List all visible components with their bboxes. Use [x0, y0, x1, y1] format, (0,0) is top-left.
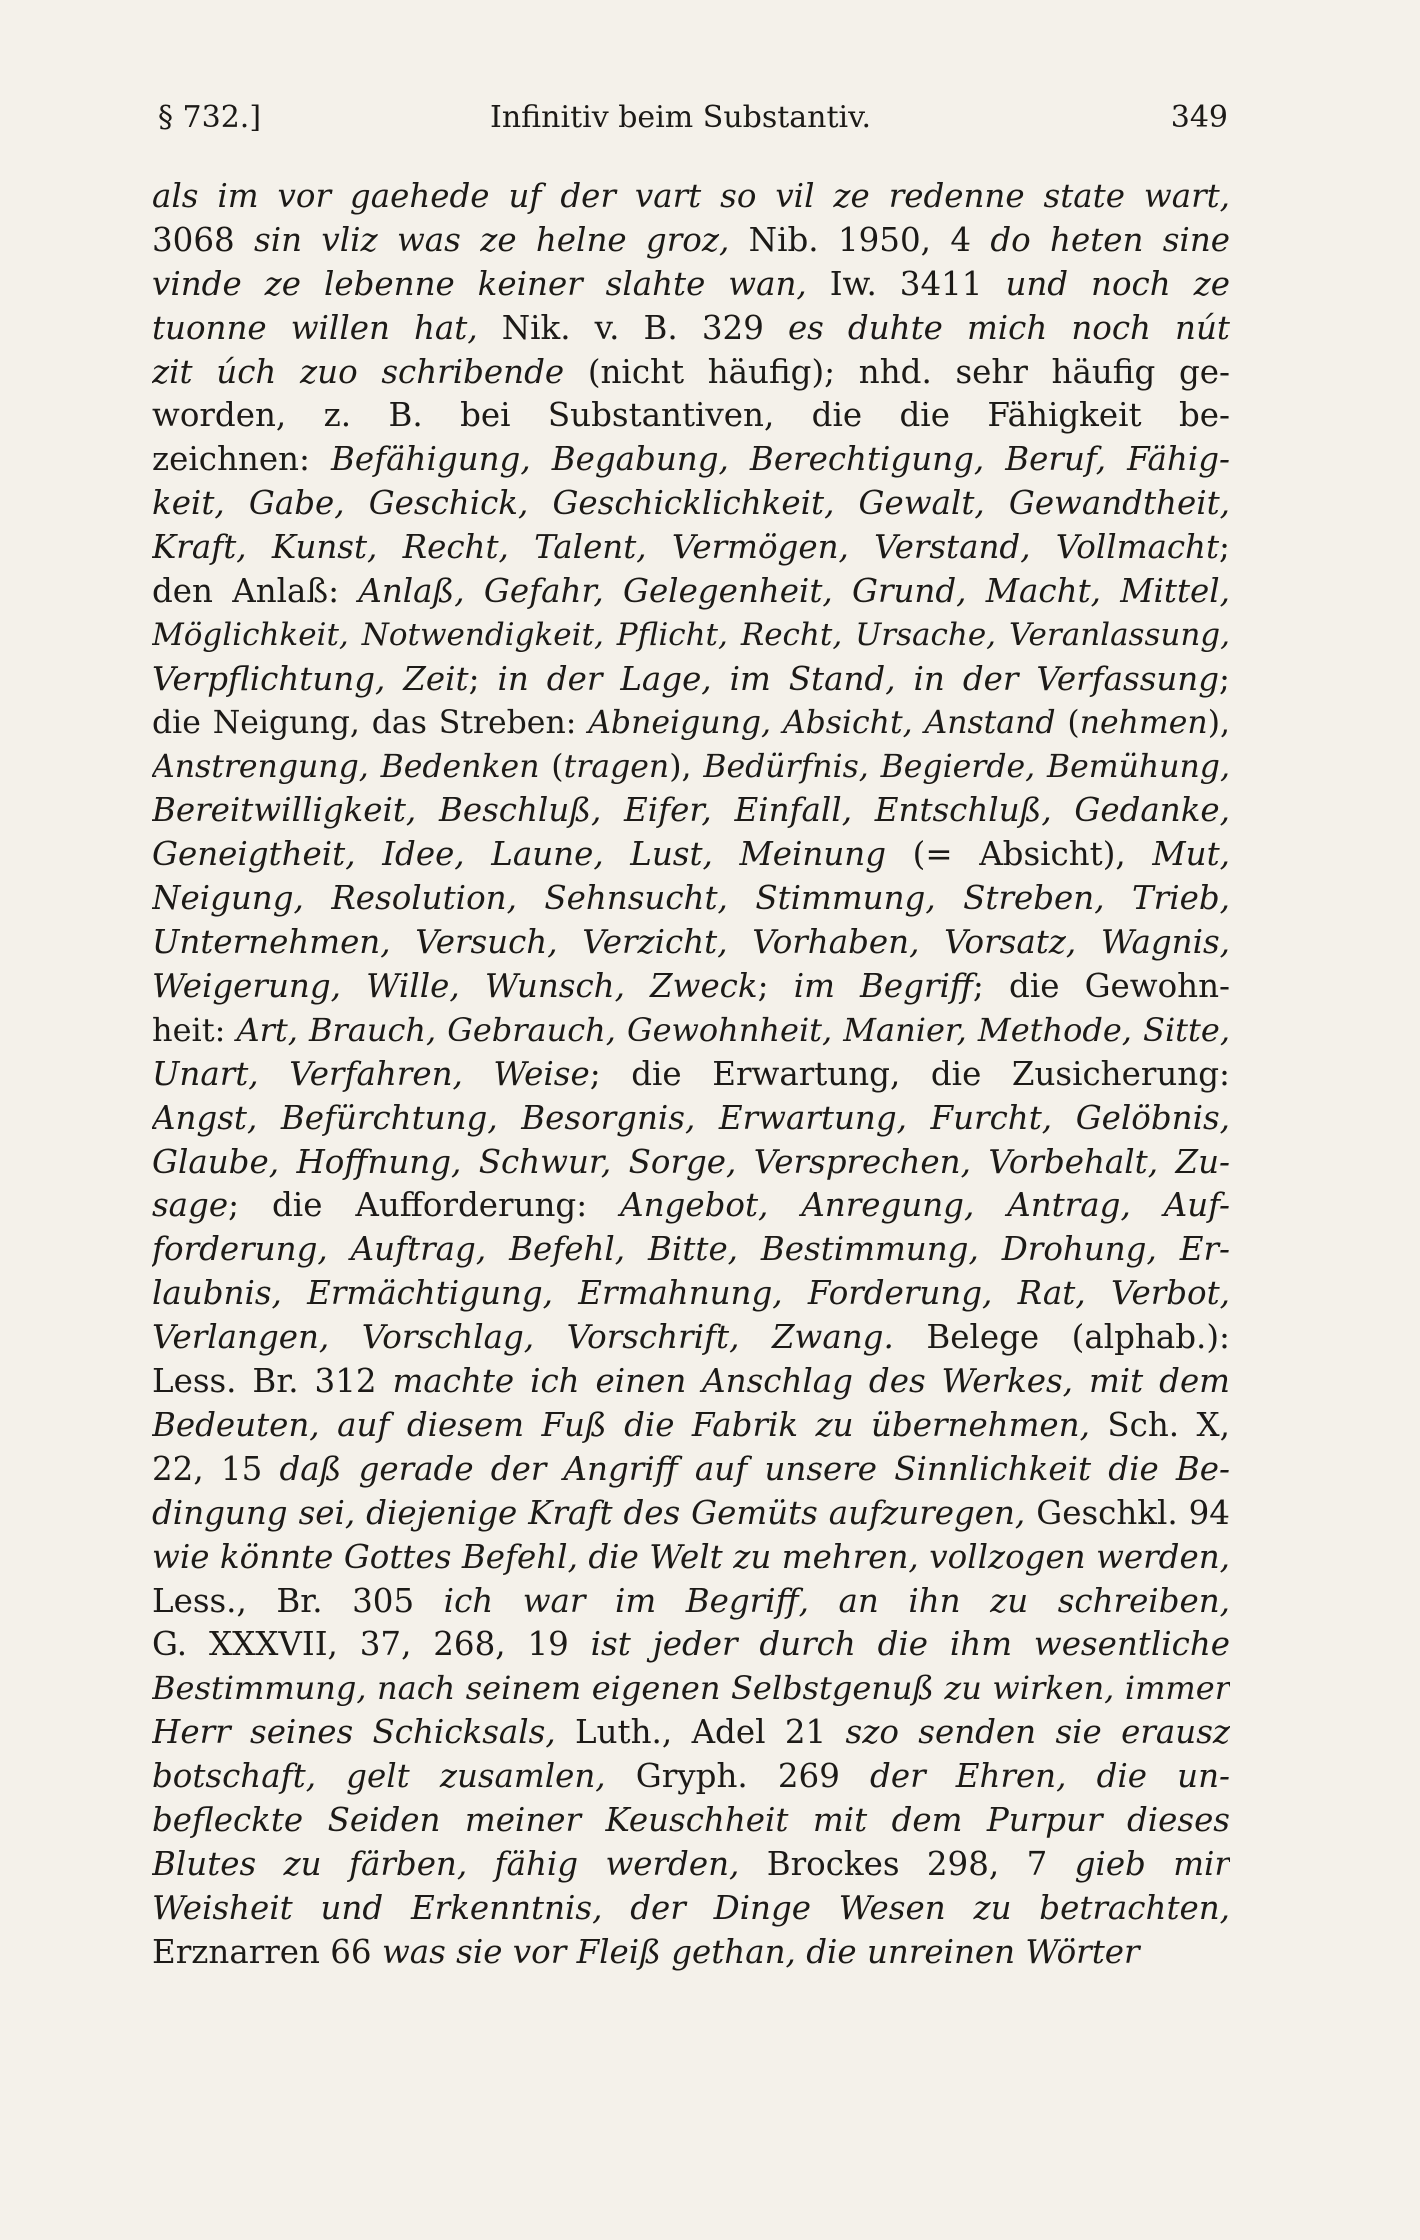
text-line [152, 1580, 1230, 1624]
italic-quote: Befähigung, Begabung, Berechtigung, Beruf, Fähig- [331, 440, 1230, 479]
text-line [152, 1492, 1230, 1536]
italic-quote: wie könnte Gottes Befehl, die Welt zu mehren, vollzogen werden, [152, 1537, 1230, 1576]
italic-quote: Weisheit und Erkenntnis, der Dinge Wesen zu betrachten, [152, 1888, 1230, 1927]
italic-quote: Geneigtheit, Idee, Laune, Lust, Meinung [152, 835, 887, 874]
italic-quote: in der Lage, im Stand, in der Verfassung [497, 659, 1220, 698]
roman-text: ), [669, 748, 704, 785]
text-line [152, 658, 1230, 702]
italic-quote: Unart, Verfahren, Weise [152, 1054, 590, 1093]
roman-text: Erznarren 66 [152, 1932, 382, 1971]
italic-quote: Bestimmung, nach seinem eigenen Selbstgenuß zu wirken, immer [152, 1669, 1230, 1708]
italic-quote: Anstrengung, Bedenken [152, 748, 540, 785]
italic-quote: laubnis, Ermächtigung, Ermahnung, Forderung, Rat, Verbot, [152, 1274, 1230, 1313]
text-line [152, 482, 1230, 526]
roman-text: worden, z. B. bei Substantiven, die die Fähigkeit be- [152, 396, 1230, 435]
roman-text: Geschkl. 94 [1025, 1493, 1230, 1532]
italic-quote: tragen [563, 748, 670, 785]
italic-quote: Verpflichtung, Zeit [152, 659, 469, 698]
italic-quote: botschaft, gelt zusamlen, [152, 1757, 606, 1796]
italic-quote: keit, Gabe, Geschick, Geschicklichkeit, Gewalt, Gewandtheit, [152, 484, 1230, 523]
roman-text: Gryph. 269 [605, 1757, 871, 1796]
italic-quote: machte ich einen Anschlag des Werkes, mit dem [392, 1362, 1230, 1401]
italic-quote: dingung sei, diejenige Kraft des Gemüts aufzuregen, [152, 1493, 1026, 1532]
roman-text: zeichnen: [152, 440, 332, 479]
text-line [152, 614, 1230, 658]
roman-text: Sch. X, [1089, 1405, 1230, 1444]
italic-quote: zit úch zuo schribende [152, 352, 565, 391]
text-line [152, 1404, 1230, 1448]
roman-text: ), [1207, 704, 1230, 741]
italic-quote: ich war im Begriff, an ihn zu schreiben, [443, 1581, 1230, 1620]
text-line [152, 789, 1230, 833]
section-reference: § 732.] [158, 100, 262, 135]
italic-quote: Bedeuten, auf diesem Fuß die Fabrik zu übernehmen, [152, 1405, 1090, 1444]
text-line [152, 1009, 1230, 1053]
italic-quote: nehmen [1079, 704, 1208, 741]
roman-text: ; [1219, 659, 1230, 698]
roman-text: ; [468, 659, 498, 698]
roman-text: ; [757, 967, 794, 1006]
page-number: 349 [1170, 100, 1228, 135]
running-header [158, 100, 1228, 150]
italic-quote: Bedürfnis, Begierde, Bemühung, [703, 748, 1230, 785]
italic-quote: Möglichkeit, Notwendigkeit, Pflicht, Recht, Ursache, Veranlassung, [152, 616, 1230, 653]
text-line [152, 1097, 1230, 1141]
roman-text: ; die Gewohn- [972, 967, 1230, 1006]
roman-text: ; die Aufforderung: [228, 1186, 621, 1225]
italic-quote: sin vliz was ze helne groz, [254, 220, 730, 259]
text-line [152, 1755, 1230, 1799]
text-line [152, 1184, 1230, 1228]
roman-text: 3068 [152, 220, 255, 259]
italic-quote: Art, Brauch, Gebrauch, Gewohnheit, Manier, Methode, Sitte, [236, 1010, 1230, 1049]
text-line [152, 1843, 1230, 1887]
running-title: Infinitiv beim Substantiv. [490, 100, 872, 135]
text-line [152, 1711, 1230, 1755]
text-line [152, 1623, 1230, 1667]
italic-quote: sage [152, 1186, 229, 1225]
text-line [152, 1448, 1230, 1492]
text-line [152, 1360, 1230, 1404]
roman-text: ; [1219, 528, 1230, 567]
italic-quote: tuonne willen hat, [152, 308, 478, 347]
roman-text: 22, 15 [152, 1449, 280, 1488]
text-line [152, 1799, 1230, 1843]
roman-text: (= Absicht), [886, 835, 1153, 874]
italic-quote: daß gerade der Angriff auf unsere Sinnlichkeit die Be- [279, 1449, 1230, 1488]
roman-text: Belege (alphab.): [893, 1318, 1230, 1357]
text-line [152, 526, 1230, 570]
italic-quote: Anlaß, Gefahr, Gelegenheit, Grund, Macht, Mittel, [358, 572, 1230, 611]
text-line [152, 263, 1230, 307]
text-line [152, 1536, 1230, 1580]
roman-text: ( [539, 748, 564, 785]
italic-quote: Angebot, Anregung, Antrag, Auf- [620, 1186, 1230, 1225]
italic-quote: was sie vor Fleiß gethan, die unreinen Wörter [381, 1932, 1140, 1971]
italic-quote: Herr seines Schicksals, [152, 1713, 556, 1752]
text-line [152, 307, 1230, 351]
text-line [152, 351, 1230, 395]
text-line [152, 175, 1230, 219]
italic-quote: im Begriff [793, 967, 973, 1006]
text-line [152, 877, 1230, 921]
italic-quote: Kraft, Kunst, Recht, Talent, Vermögen, Verstand, Vollmacht [152, 528, 1220, 567]
text-line [152, 833, 1230, 877]
roman-text: G. XXXVII, 37, 268, 19 [152, 1625, 591, 1664]
text-line [152, 1887, 1230, 1931]
text-line [152, 1053, 1230, 1097]
text-line [152, 921, 1230, 965]
roman-text: Iw. 3411 [806, 264, 1006, 303]
italic-quote: Weigerung, Wille, Wunsch, Zweck [152, 967, 758, 1006]
italic-quote: do heten sine [990, 220, 1230, 259]
roman-text: Luth., Adel 21 [555, 1713, 846, 1752]
roman-text: (nicht häufig); nhd. sehr häufig ge- [564, 352, 1230, 391]
text-line [152, 394, 1230, 438]
roman-text: ( [1055, 704, 1080, 741]
text-line [152, 1667, 1230, 1711]
italic-quote: Mut, [1152, 835, 1230, 874]
italic-quote: Neigung, Resolution, Sehnsucht, Stimmung, Streben, Trieb, [152, 879, 1230, 918]
italic-quote: vinde ze lebenne keiner slahte wan, [152, 264, 807, 303]
roman-text: Less. Br. 312 [152, 1362, 393, 1401]
text-line [152, 438, 1230, 482]
text-line [152, 1272, 1230, 1316]
text-line [152, 570, 1230, 614]
roman-text: den Anlaß: [152, 572, 359, 611]
text-line [152, 965, 1230, 1009]
italic-quote: gieb mir [1074, 1844, 1230, 1883]
italic-quote: Abneigung, Absicht, Anstand [588, 704, 1056, 741]
roman-text: ; die Erwartung, die Zusicherung: [589, 1054, 1230, 1093]
italic-quote: Bereitwilligkeit, Beschluß, Eifer, Einfall, Entschluß, Gedanke, [152, 791, 1230, 830]
italic-quote: Blutes zu färben, fähig werden, [152, 1844, 740, 1883]
italic-quote: ist jeder durch die ihm wesentliche [590, 1625, 1230, 1664]
roman-text: Nik. v. B. 329 [477, 308, 788, 347]
roman-text: Brockes 298, 7 [739, 1844, 1075, 1883]
italic-quote: als im vor gaehede uf der vart so vil ze redenne state wart, [152, 177, 1230, 215]
text-line [152, 1228, 1230, 1272]
italic-quote: befleckte Seiden meiner Keuschheit mit dem Purpur dieses [152, 1800, 1230, 1839]
italic-quote: und noch ze [1005, 264, 1230, 303]
text-line [152, 1931, 1230, 1975]
italic-quote: es duhte mich noch nút [787, 308, 1230, 347]
text-line [152, 1141, 1230, 1185]
roman-text: Nib. 1950, 4 [729, 220, 991, 259]
roman-text: Less., Br. 305 [152, 1581, 444, 1620]
italic-quote: forderung, Auftrag, Befehl, Bitte, Bestimmung, Drohung, Er- [152, 1230, 1230, 1269]
italic-quote: der Ehren, die un- [870, 1757, 1230, 1796]
text-line [152, 219, 1230, 263]
text-line [152, 1316, 1230, 1360]
roman-text: heit: [152, 1010, 237, 1049]
text-line [152, 702, 1230, 746]
italic-quote: szo senden sie erausz [845, 1713, 1230, 1752]
italic-quote: Verlangen, Vorschlag, Vorschrift, Zwang. [152, 1318, 894, 1357]
italic-quote: Angst, Befürchtung, Besorgnis, Erwartung, Furcht, Gelöbnis, [152, 1098, 1230, 1137]
italic-quote: Unternehmen, Versuch, Verzicht, Vorhaben, Vorsatz, Wagnis, [152, 923, 1230, 962]
body-text [152, 175, 1230, 1975]
text-line [152, 746, 1230, 790]
italic-quote: Glaube, Hoffnung, Schwur, Sorge, Versprechen, Vorbehalt, Zu- [152, 1142, 1230, 1181]
roman-text: die Neigung, das Streben: [152, 704, 589, 741]
